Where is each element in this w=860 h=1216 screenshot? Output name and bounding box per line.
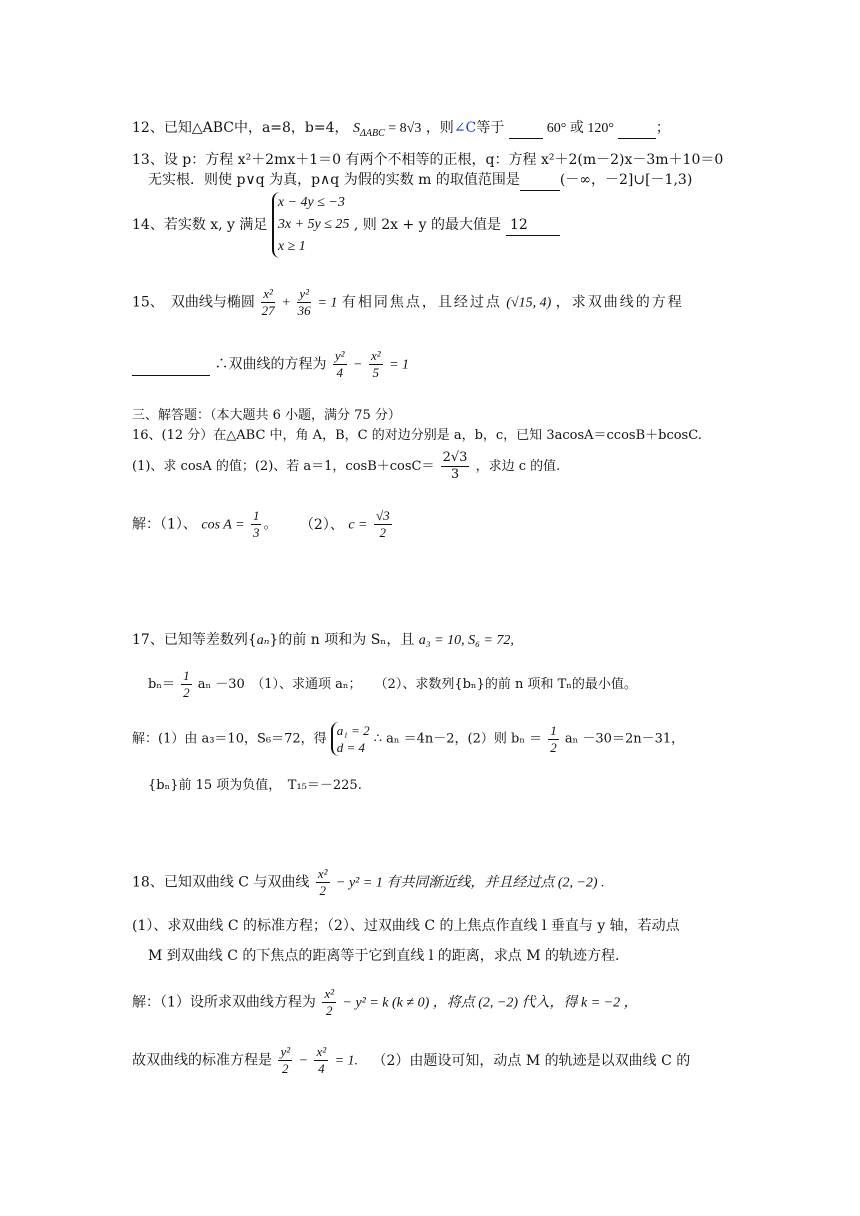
q12-prefix: 12、已知△ABC中，a=8，b=4， <box>132 120 349 136</box>
q14-answer: 12 <box>506 215 560 236</box>
q12-post: 等于 <box>476 120 505 136</box>
q18-sol2-minus: − <box>298 1053 309 1069</box>
q17-line1 <box>132 630 514 651</box>
q18-sol-line2 <box>132 1044 690 1077</box>
q16-sol2-prefix: （2）、 <box>299 516 344 533</box>
q18-sol2-frac-y: $\frac{\text{y²}}{2}$ <box>280 1044 291 1076</box>
q18-frac: $\frac{\text{x²}}{2}$ <box>317 866 328 898</box>
q16-sol2-frac: $\frac{√3}{2}$ <box>375 508 390 540</box>
q16-line2-prefix: (1)、求 cosA 的值；(2)、若 a＝1，cosB＋cosC＝ <box>132 459 435 474</box>
q16-solution <box>132 508 394 541</box>
q15-line1 <box>132 286 684 319</box>
q14-constraint-system <box>272 192 350 258</box>
q16-line1: 16、(12 分）在△ABC 中，角 A，B，C 的对边分别是 a，b，c，已知 3acosA＝ccosB＋bcosC. <box>132 428 702 443</box>
q15-answer-frac-y: $\frac{\text{y²}}{4}$ <box>334 348 345 380</box>
q17-line2 <box>148 668 637 701</box>
q18-line1 <box>132 866 605 899</box>
q12-end: ； <box>655 120 670 136</box>
q16-line2-post: ，求边 c 的值. <box>475 459 561 474</box>
q15-answer-minus: − <box>353 357 363 373</box>
q15-prefix: 15、 双曲线与椭圆 <box>132 294 255 311</box>
q12-area-symbol: $S_{\Delta ABC} = 8√3$ <box>353 121 422 139</box>
q15-point: (√15, 4) <box>506 295 552 311</box>
q17-sol-line2: {bₙ}前 15 项为负值， T₁₅＝－225. <box>148 778 362 793</box>
q15-plus: + <box>281 295 291 311</box>
q14-ineq-2: 3x + 5y ≤ 25 <box>277 217 350 232</box>
q12-answer: 60° 或 120° <box>546 121 614 136</box>
q15-answer-frac-x: $\frac{\text{x²}}{5}$ <box>370 348 381 380</box>
q15-answer-eq: = 1 <box>389 357 410 373</box>
q17-sol-frac: $\frac{1}{2}$ <box>550 722 557 755</box>
q17-solution <box>132 722 684 756</box>
q15-ellipse-frac-y: $\frac{\text{y²}}{36}$ <box>297 286 311 318</box>
q12-line <box>132 118 670 144</box>
q13-line2-text: 无实根．则使 p∨q 为真，p∧q 为假的实数 m 的取值范围是 <box>148 172 520 188</box>
q18-sol-mid: − y² = k (k ≠ 0) ，将点 (2, −2) 代入，得 k = −2 ， <box>342 995 638 1011</box>
q17-sol-post: aₙ －30＝2n－31， <box>564 731 685 747</box>
q12-blank-right <box>618 118 656 139</box>
q18-line2: (1）、求双曲线 C 的标准方程；（2）、过双曲线 C 的上焦点作直线 l 垂直与 y 轴，若动点 <box>132 918 680 934</box>
q15-answer-line <box>132 348 409 381</box>
q17-prefix: 17、已知等差数列{ <box>132 632 257 648</box>
q13-blank <box>520 170 560 191</box>
q18-sol-frac: $\frac{\text{x²}}{2}$ <box>324 986 335 1018</box>
q16-sol2: c = <box>348 517 368 533</box>
q18-sol2-frac-x: $\frac{\text{x²}}{4}$ <box>316 1044 327 1076</box>
q18-line3: M 到双曲线 C 的下焦点的距离等于它到直线 l 的距离，求点 M 的轨迹方程. <box>148 948 620 964</box>
q18-mid: − y² = 1 有共同渐近线，并且经过点 (2, −2) . <box>336 875 605 891</box>
q16-sol1: cos A = <box>201 517 245 533</box>
q16-sol1-frac: $\frac{1}{3}$ <box>252 508 260 540</box>
q13-line2 <box>148 170 692 191</box>
q18-sol2-prefix: 故双曲线的标准方程是 <box>132 1052 272 1069</box>
q17-sol-mid: ∴ aₙ ＝4n－2，(2）则 bₙ ＝ <box>373 731 543 747</box>
q17-condition: a₃ = 10, S₆ = 72, <box>418 633 514 648</box>
q17-sol-d: d = 4 <box>336 740 366 755</box>
q14-post: , 则 2x + y 的最大值是 <box>353 217 502 233</box>
q16-sol1-end: 。 <box>263 516 278 533</box>
q13-answer: (－∞，－2]∪[－1,3) <box>559 172 693 188</box>
q17-line2-frac: $\frac{1}{2}$ <box>183 668 190 700</box>
q16-line2 <box>132 450 560 483</box>
q17-an: aₙ <box>256 633 270 648</box>
q12-angle: ∠C <box>453 120 477 136</box>
section-heading: 三、解答题：（本大题共 6 小题，满分 75 分） <box>132 408 401 423</box>
q17-mid: }的前 n 项和为 Sₙ，且 <box>269 632 415 648</box>
q17-bn: bₙ＝ <box>148 677 175 692</box>
q18-sol2-eq: = 1. <box>334 1053 359 1069</box>
q15-mid: 有相同焦点，且经过点 <box>341 294 502 311</box>
q17-sol-a1: a₁ = 2 <box>336 723 370 738</box>
q15-ellipse-frac-x: $\frac{\text{x²}}{27}$ <box>261 286 275 318</box>
q16-sol-prefix: 解：（1）、 <box>132 516 197 533</box>
q15-blank <box>132 355 210 376</box>
q15-answer-prefix: ∴双曲线的方程为 <box>214 356 327 373</box>
q14-ineq-3: x ≥ 1 <box>277 239 306 254</box>
q17-line2-post: aₙ －30 （1）、求通项 aₙ； （2）、求数列{bₙ}的前 n 项和 Tₙ的最小值。 <box>197 677 637 692</box>
q16-line2-frac: $\frac{2√3}{3}$ <box>442 450 468 482</box>
q18-solution <box>132 986 638 1019</box>
q18-sol-prefix: 解：（1）设所求双曲线方程为 <box>132 994 316 1011</box>
q14-ineq-1: x − 4y ≤ −3 <box>277 195 345 210</box>
q14-prefix: 14、若实数 x, y 满足 <box>132 217 268 233</box>
q15-post: ，求双曲线的方程 <box>555 294 684 311</box>
q18-sol2-post: （2）由题设可知，动点 M 的轨迹是以双曲线 C 的 <box>372 1052 691 1069</box>
q15-eq: = 1 <box>317 295 338 311</box>
q14-line <box>132 192 560 258</box>
q17-sol-system <box>331 722 370 756</box>
q12-blank-left <box>509 118 543 139</box>
q18-prefix: 18、已知双曲线 C 与双曲线 <box>132 874 310 891</box>
q12-mid: ，则 <box>425 120 454 136</box>
q17-sol-prefix: 解：(1）由 a₃＝10，S₆＝72，得 <box>132 731 327 747</box>
q13-line1: 13、设 p：方程 x²＋2mx＋1＝0 有两个不相等的正根，q：方程 x²＋2(m－2)x－3m＋10＝0 <box>132 152 724 168</box>
